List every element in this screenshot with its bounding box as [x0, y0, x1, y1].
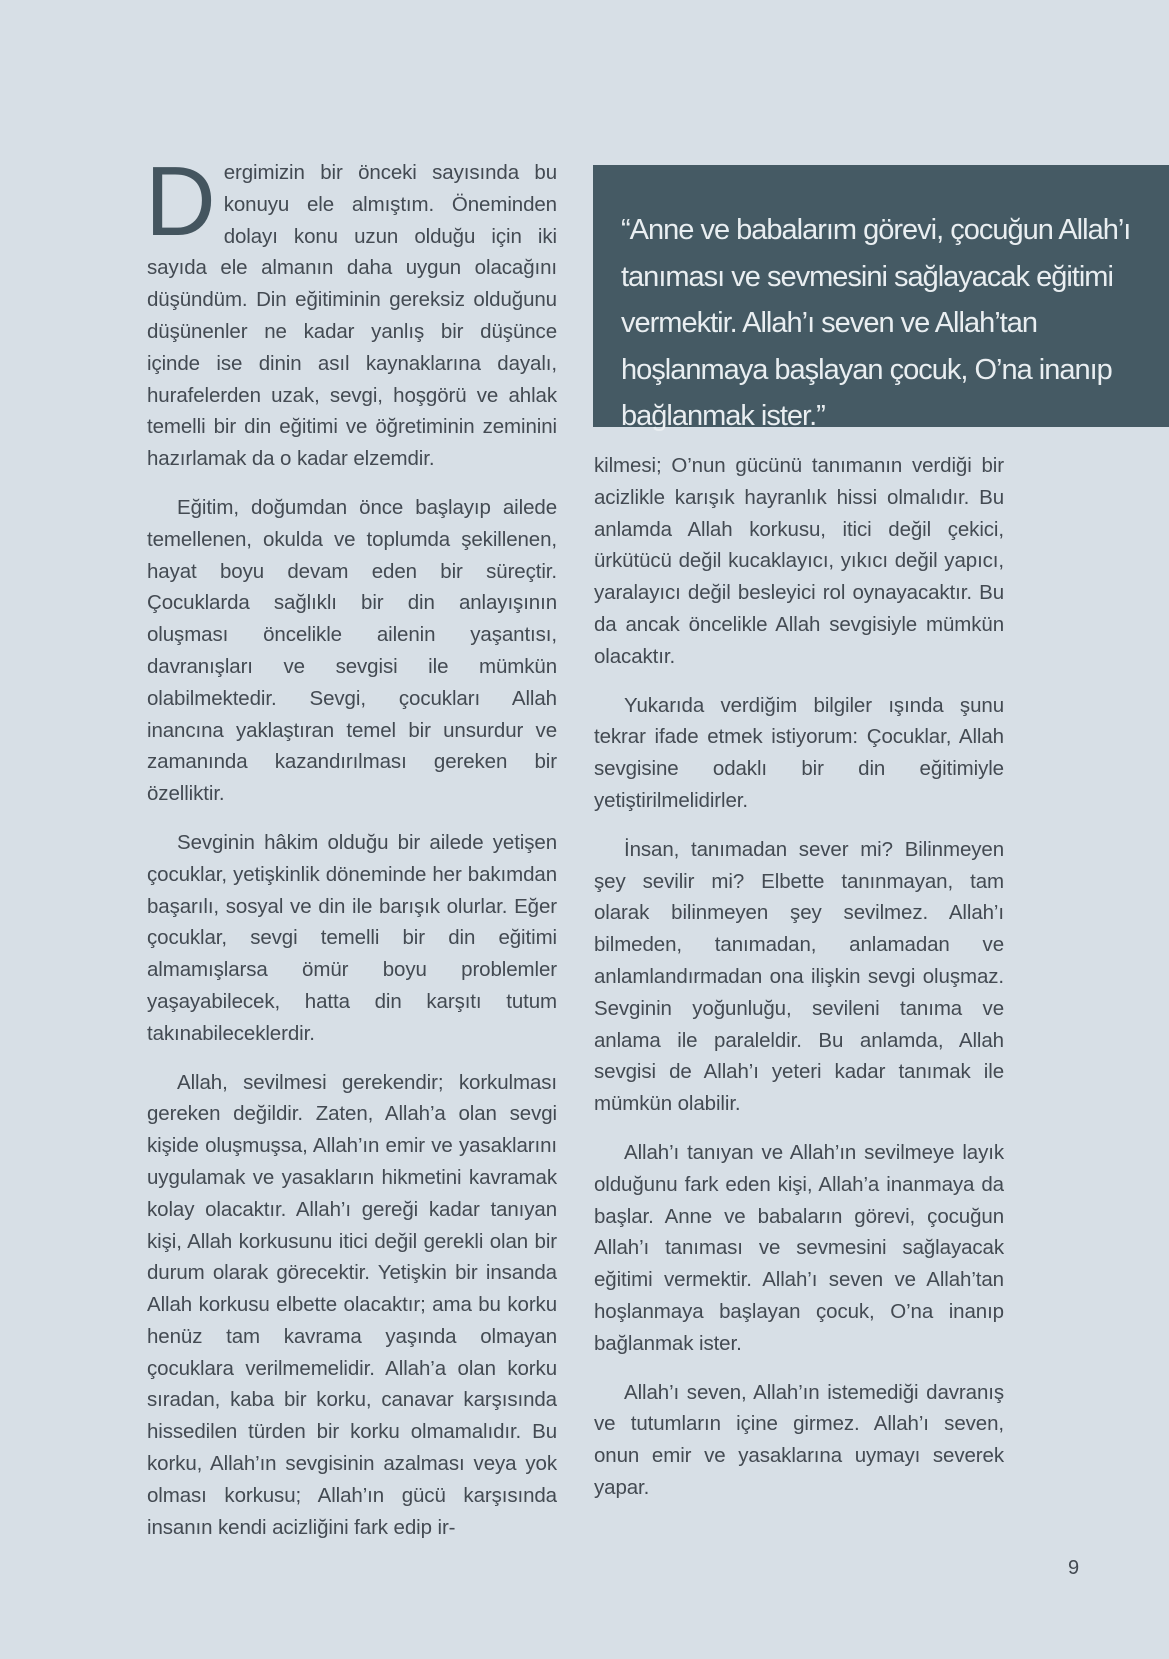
- drop-cap: D: [145, 146, 216, 256]
- page-number: 9: [1068, 1557, 1080, 1579]
- paragraph-continued: kilmesi; O’nun gücünü tanımanın verdiği bir acizlikle karışık hayranlık hissi olmalıdır. Bu anlamda Allah korkusu, itici değil çekici, ürkütücü değil kucaklayıcı, yıkıcı değil yapıcı, yaralayıcı değil besleyici rol oynayacaktır. Bu da ancak öncelikle Allah sevgisiyle mümkün olacaktır.: [594, 454, 1004, 668]
- paragraph-fear: Allah, sevilmesi gerekendir; korkulması gereken değildir. Zaten, Allah’a olan sevgi kişide oluşmuşsa, Allah’ın emir ve yasaklarını uygulamak ve yasakların hikmetini kavramak kolay olacaktır. Allah’ı gereği kadar tanıyan kişi, Allah korkusunu itici değil gerekli olan bir durum olarak görecektir. Yetişkin bir insanda Allah korkusu elbette olacaktır; ama bu korku henüz tam kavrama yaşında olmayan çocuklara verilmemelidir. Allah’a olan korku sıradan, kaba bir korku, canavar karşısında hissedilen türden bir korku olmamalıdır. Bu korku, Allah’ın sevgisinin azalması veya yok olması korkusu; Allah’ın gücü karşısında insanın kendi acizliğini fark edip ir-: [147, 1070, 557, 1539]
- paragraph-parents-duty: Allah’ı tanıyan ve Allah’ın sevilmeye layık olduğunu fark eden kişi, Allah’a inanmaya da başlar. Anne ve babaların görevi, çocuğun Allah’ı tanıması ve sevmesini sağlayacak eğitimi vermektir. Allah’ı seven ve Allah’tan hoşlanmaya başlayan çocuk, O’na inanıp bağlanmak ister.: [594, 1140, 1004, 1355]
- pull-quote-box: [593, 165, 1169, 432]
- paragraph-loving-allah: Allah’ı seven, Allah’ın istemediği davranış ve tutumların içine girmez. Allah’ı seven, onun emir ve yasaklarına uymayı severek yapar.: [594, 1380, 1004, 1499]
- intro-text: ergimizin bir önceki sayısında bu konuyu ele almıştım. Öneminden dolayı konu uzun olduğu için iki sayıda ele almanın daha uygun olacağını düşündüm. Din eğitiminin gereksiz olduğunu düşünenler ne kadar yanlış bir düşünce içinde ise dinin asıl kaynaklarına dayalı, hurafelerden uzak, sevgi, hoşgörü ve ahlak temelli bir din eğitimi ve öğretiminin zeminini hazırlamak da o kadar elzemdir.: [147, 161, 557, 471]
- intro-paragraph: [145, 146, 557, 475]
- paragraph-summary: Yukarıda verdiğim bilgiler ışında şunu tekrar ifade etmek istiyorum: Çocuklar, Allah sevgisine odaklı bir din eğitimiyle yetiştirilmelidirler.: [594, 693, 1004, 812]
- right-column: [594, 450, 1004, 1521]
- paragraph-love-family: Sevginin hâkim olduğu bir ailede yetişen çocuklar, yetişkinlik döneminde her bakımdan başarılı, sosyal ve din ile barışık olurlar. Eğer çocuklar, sevgi temelli bir din eğitimi almamışlarsa ömür boyu problemler yaşayabilecek, hatta din karşıtı tutum takınabileceklerdir.: [147, 830, 557, 1045]
- paragraph-education: Eğitim, doğumdan önce başlayıp ailede temellenen, okulda ve toplumda şekillenen, hayat boyu devam eden bir süreçtir. Çocuklarda sağlıklı bir din anlayışının oluşması öncelikle ailenin yaşantısı, davranışları ve sevgisi ile mümkün olabilmektedir. Sevgi, çocukları Allah inancına yaklaştıran temel bir unsurdur ve zamanında kazandırılması gereken bir özelliktir.: [147, 495, 557, 806]
- pull-quote-text: “Anne ve babalarım görevi, çocuğun Allah’ı tanıması ve sevmesini sağlayacak eğitimi vermektir. Allah’ı seven ve Allah’tan hoşlanmaya başlayan çocuk, O’na inanıp bağlanmak ister.”: [621, 214, 1131, 432]
- left-column: [145, 146, 557, 1560]
- paragraph-knowing: İnsan, tanımadan sever mi? Bilinmeyen şey sevilir mi? Elbette tanınmayan, tam olarak bilinmeyen şey sevilmez. Allah’ı bilmeden, tanımadan, anlamadan ve anlamlandırmadan ona ilişkin sevgi oluşmaz. Sevginin yoğunluğu, sevileni tanıma ve anlama ile paraleldir. Bu anlamda, Allah sevgisi de Allah’ı yeteri kadar tanımak ile mümkün olabilir.: [594, 837, 1004, 1116]
